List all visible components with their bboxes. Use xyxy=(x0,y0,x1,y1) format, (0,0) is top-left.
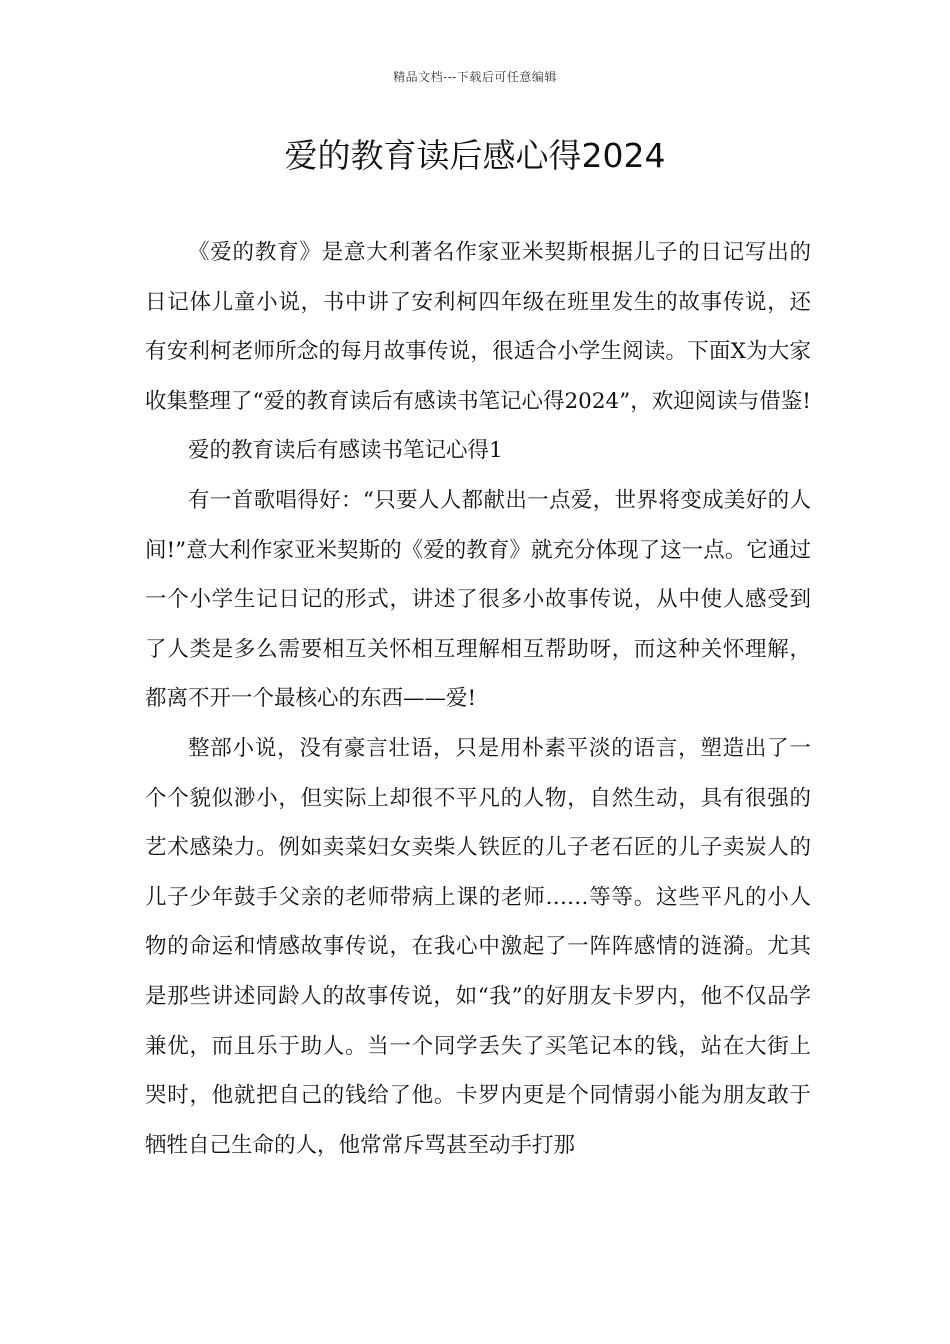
section-heading: 爱的教育读后有感读书笔记心得1 xyxy=(188,438,503,464)
paragraph: 有一首歌唱得好：“只要人人都献出一点爱，世界将变成美好的人间!”意大利作家亚米契斯的《爱的教育》就充分体现了这一点。它通过一个小学生记日记的形式，讲述了很多小故事传说，从中使人感受到了人类是多么需要相互关怀相互理解相互帮助呀，而这种关怀理解，都离不开一个最核心的东西——爱! xyxy=(145,487,811,712)
paragraph-intro: 《爱的教育》是意大利著名作家亚米契斯根据儿子的日记写出的日记体儿童小说，书中讲了安利柯四年级在班里发生的故事传说，还有安利柯老师所念的每月故事传说，很适合小学生阅读。下面X为大家收集整理了“爱的教育读后有感读书笔记心得2024”，欢迎阅读与借鉴! xyxy=(145,240,811,414)
header-note: 精品文档---下载后可任意编辑 xyxy=(393,70,557,84)
paragraph: 整部小说，没有豪言壮语，只是用朴素平淡的语言，塑造出了一个个貌似渺小，但实际上却很不平凡的人物，自然生动，具有很强的艺术感染力。例如卖菜妇女卖柴人铁匠的儿子老石匠的儿子卖炭人的儿子少年鼓手父亲的老师带病上课的老师……等等。这些平凡的小人物的命运和情感故事传说，在我心中激起了一阵阵感情的涟漪。尤其是那些讲述同龄人的故事传说，如“我”的好朋友卡罗内，他不仅品学兼优，而且乐于助人。当一个同学丢失了买笔记本的钱，站在大街上哭时，他就把自己的钱给了他。卡罗内更是个同情弱小能为朋友敢于牺牲自己生命的人，他常常斥骂甚至动手打那 xyxy=(145,735,811,1158)
document-body xyxy=(145,228,811,1170)
document-title: 爱的教育读后感心得2024 xyxy=(284,136,666,175)
